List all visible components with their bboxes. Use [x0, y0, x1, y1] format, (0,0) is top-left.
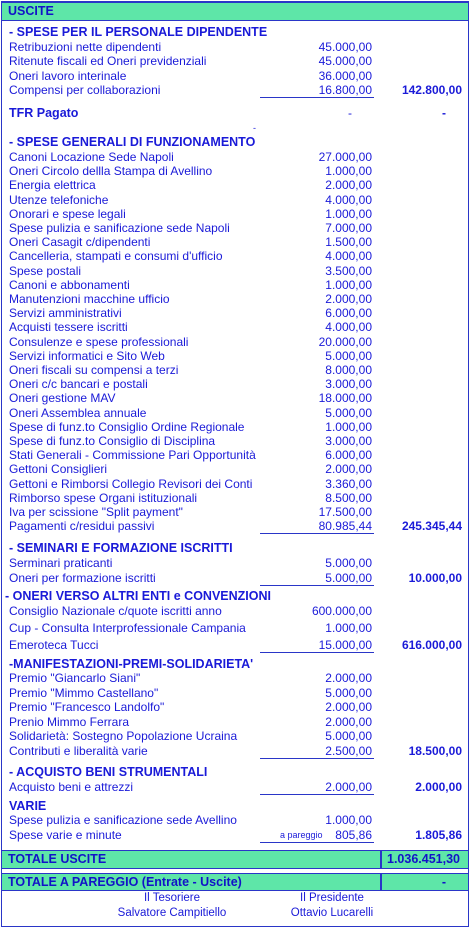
row-amount: 45.000,00 — [318, 54, 372, 69]
row-label: Oneri per formazione iscritti — [9, 570, 156, 585]
row-amount: 1.500,00 — [325, 235, 372, 250]
table-row — [2, 235, 468, 249]
table-row — [2, 377, 468, 391]
row-amount: 17.500,00 — [318, 505, 372, 519]
totale-pareggio-label: TOTALE A PAREGGIO (Entrate - Uscite) — [8, 875, 242, 889]
table-row — [2, 477, 468, 491]
row-label: Contributi e liberalità varie — [9, 743, 148, 758]
table-row — [2, 448, 468, 462]
row-label: Cup - Consulta Interprofessionale Campania — [9, 621, 246, 635]
row-label: Spese pulizia e sanificazione sede Avellino — [9, 813, 237, 827]
table-row — [2, 406, 468, 420]
row-total: 616.000,00 — [401, 638, 462, 652]
table-row — [2, 571, 468, 585]
row-label: Pagamenti c/residui passivi — [9, 519, 155, 534]
row-label: Stati Generali - Commissione Pari Opportunità — [9, 448, 256, 463]
row-amount: 3.000,00 — [325, 434, 372, 448]
tfr-total: - — [442, 106, 446, 120]
row-amount: 45.000,00 — [318, 40, 372, 54]
row-label: Utenze telefoniche — [9, 192, 109, 207]
table-row — [2, 391, 468, 405]
totale-uscite-band — [2, 850, 468, 869]
row-total: 2.000,00 — [415, 780, 462, 794]
table-row — [2, 700, 468, 714]
row-amount: 8.000,00 — [325, 363, 372, 377]
row-amount: 7.000,00 — [325, 221, 372, 235]
section-title-personale: - SPESE PER IL PERSONALE DIPENDENTE — [9, 25, 268, 39]
row-label: Spese postali — [9, 263, 82, 278]
row-amount: 27.000,00 — [318, 150, 372, 164]
table-row — [2, 363, 468, 377]
row-label: Rimborso spese Organi istituzionali — [9, 490, 198, 505]
row-amount: 15.000,00 — [318, 638, 372, 652]
row-total: 18.500,00 — [408, 743, 462, 758]
row-amount: 600.000,00 — [311, 604, 372, 618]
row-label: Prenio Mimmo Ferrara — [9, 714, 130, 729]
table-row — [2, 556, 468, 570]
tesoriere-name: Salvatore Campitiello — [117, 907, 227, 919]
section-title-beni-strumentali: - ACQUISTO BENI STRUMENTALI — [9, 765, 208, 779]
table-row — [2, 813, 468, 827]
section-title-manifestazioni: -MANIFESTAZIONI-PREMI-SOLIDARIETA' — [9, 657, 254, 671]
row-amount: 4.000,00 — [325, 320, 372, 335]
subtotal-underline — [260, 758, 374, 759]
row-label: Spese di funz.to Consiglio di Disciplina — [9, 434, 216, 448]
row-label: Oneri gestione MAV — [9, 391, 116, 406]
row-amount: 1.000,00 — [325, 419, 372, 434]
row-label: Oneri Assemblea annuale — [9, 405, 147, 420]
row-label: Oneri Casagit c/dipendenti — [9, 235, 151, 250]
row-amount: 20.000,00 — [318, 334, 372, 349]
row-label: Spese varie e minute — [9, 828, 122, 842]
table-row — [2, 828, 468, 842]
table-row — [2, 278, 468, 292]
row-label: Ritenute fiscali ed Oneri previdenziali — [9, 54, 207, 69]
row-label: Premio "Mimmo Castellano" — [9, 685, 159, 700]
row-label: Premio "Giancarlo Siani" — [9, 671, 141, 685]
table-row — [2, 729, 468, 743]
tfr-amount: - — [348, 106, 352, 120]
subtotal-underline — [260, 97, 374, 98]
row-label: Serminari praticanti — [9, 556, 113, 570]
row-label: Acquisto beni e attrezzi — [9, 780, 134, 794]
row-amount: 80.985,44 — [318, 519, 372, 534]
table-row — [2, 150, 468, 164]
row-amount: 1.000,00 — [325, 277, 372, 292]
row-amount: 6.000,00 — [325, 306, 372, 321]
row-amount: 2.000,00 — [325, 780, 372, 794]
row-total: 245.345,44 — [401, 519, 462, 534]
row-amount: 805,86 — [335, 828, 372, 842]
row-label: Canoni Locazione Sede Napoli — [9, 150, 174, 164]
subtotal-underline — [260, 794, 374, 795]
row-amount: 2.000,00 — [325, 178, 372, 193]
row-label: Retribuzioni nette dipendenti — [9, 40, 162, 54]
table-row — [2, 434, 468, 448]
subtotal-underline — [260, 842, 374, 843]
row-amount: 1.000,00 — [325, 164, 372, 179]
tfr-row — [2, 106, 468, 120]
table-row — [2, 420, 468, 434]
row-total: 10.000,00 — [408, 570, 462, 585]
row-label: Acquisti tessere iscritti — [9, 320, 128, 335]
presidente-name: Ottavio Lucarelli — [290, 907, 374, 919]
row-amount: 2.000,00 — [325, 462, 372, 477]
row-label: Premio "Francesco Landolfo" — [9, 700, 165, 714]
row-amount: 5.000,00 — [325, 729, 372, 743]
row-amount: 1.000,00 — [325, 206, 372, 221]
row-label: Iva per scissione "Split payment" — [9, 505, 183, 519]
table-row — [2, 335, 468, 349]
row-label: Onorari e spese legali — [9, 206, 126, 221]
table-row — [2, 264, 468, 278]
row-amount: 5.000,00 — [325, 405, 372, 420]
row-amount: 5.000,00 — [325, 556, 372, 570]
tesoriere-role: Il Tesoriere — [143, 892, 201, 904]
table-row — [2, 320, 468, 334]
section-title-oneri-enti: - ONERI VERSO ALTRI ENTI e CONVENZIONI — [5, 589, 271, 603]
table-row — [2, 221, 468, 235]
subtotal-underline — [260, 585, 374, 586]
table-row — [2, 306, 468, 320]
row-amount: 5.000,00 — [325, 570, 372, 585]
row-label: Oneri c/c bancari e postali — [9, 377, 148, 392]
section-title-seminari: - SEMINARI E FORMAZIONE ISCRITTI — [9, 541, 233, 555]
table-row — [2, 207, 468, 221]
row-label: Canoni e abbonamenti — [9, 277, 130, 292]
table-row — [2, 349, 468, 363]
row-amount: 1.000,00 — [325, 813, 372, 827]
band-divider — [380, 851, 382, 868]
row-amount: 36.000,00 — [318, 68, 372, 83]
table-row — [2, 671, 468, 685]
tfr-mark-row — [2, 121, 468, 135]
row-amount: 4.000,00 — [325, 249, 372, 264]
section-header-uscite: USCITE — [8, 4, 54, 18]
row-note: a pareggio — [280, 830, 323, 840]
tfr-label: TFR Pagato — [9, 106, 79, 120]
row-total: 142.800,00 — [401, 82, 462, 97]
row-label: Solidarietà: Sostegno Popolazione Ucraina — [9, 729, 238, 743]
totale-uscite-value: 1.036.451,30 — [387, 852, 460, 866]
row-amount: 8.500,00 — [325, 490, 372, 505]
table-row — [2, 519, 468, 533]
row-label: Oneri lavoro interinale — [9, 68, 127, 83]
row-label: Consulenze e spese professionali — [9, 334, 189, 349]
section-title-varie: VARIE — [9, 799, 47, 813]
row-label: Cancelleria, stampati e consumi d'ufficio — [9, 249, 223, 264]
subtotal-underline — [260, 533, 374, 534]
table-row — [2, 686, 468, 700]
row-amount: 6.000,00 — [325, 448, 372, 463]
row-amount: 2.500,00 — [325, 743, 372, 758]
row-amount: 4.000,00 — [325, 192, 372, 207]
row-amount: 2.000,00 — [325, 714, 372, 729]
row-amount: 3.360,00 — [325, 476, 372, 491]
band-divider — [380, 874, 382, 890]
table-row — [2, 744, 468, 758]
table-row — [2, 178, 468, 192]
row-label: Spese di funz.to Consiglio Ordine Regionale — [9, 419, 245, 434]
row-amount: 3.000,00 — [325, 377, 372, 392]
row-label: Consiglio Nazionale c/quote iscritti anno — [9, 604, 222, 618]
totale-uscite-label: TOTALE USCITE — [8, 852, 107, 866]
row-amount: 2.000,00 — [325, 671, 372, 685]
row-amount: 2.000,00 — [325, 700, 372, 714]
table-row — [2, 292, 468, 306]
row-total: 1.805,86 — [415, 828, 462, 842]
row-label: Manutenzioni macchine ufficio — [9, 292, 170, 306]
row-label: Servizi amministrativi — [9, 306, 122, 321]
row-amount: 3.500,00 — [325, 263, 372, 278]
subtotal-underline — [260, 652, 374, 653]
totale-pareggio-band — [2, 873, 468, 891]
row-label: Gettoni e Rimborsi Collegio Revisori dei Conti — [9, 476, 253, 491]
row-amount: 5.000,00 — [325, 685, 372, 700]
table-row — [2, 462, 468, 476]
row-amount: 2.000,00 — [325, 292, 372, 306]
table-row — [2, 505, 468, 519]
tfr-mark: - — [253, 123, 256, 133]
row-label: Oneri fiscali su compensi a terzi — [9, 363, 179, 377]
table-row — [2, 69, 468, 83]
presidente-role: Il Presidente — [300, 892, 364, 904]
table-row — [2, 249, 468, 263]
row-label: Gettoni Consiglieri — [9, 462, 108, 477]
row-amount: 5.000,00 — [325, 348, 372, 363]
header-band — [2, 2, 468, 21]
table-row — [2, 638, 468, 652]
row-label: Oneri Circolo dellla Stampa di Avellino — [9, 164, 213, 179]
row-amount: 16.800,00 — [318, 82, 372, 97]
table-row — [2, 193, 468, 207]
row-amount: 18.000,00 — [318, 391, 372, 406]
table-row — [2, 54, 468, 68]
row-label: Servizi informatici e Sito Web — [9, 348, 165, 363]
table-row — [2, 40, 468, 54]
row-label: Energia elettrica — [9, 178, 96, 193]
row-label: Emeroteca Tucci — [9, 638, 99, 652]
row-amount: 1.000,00 — [325, 621, 372, 635]
totale-pareggio-value: - — [441, 875, 446, 889]
table-row — [2, 621, 468, 635]
row-label: Spese pulizia e sanificazione sede Napoli — [9, 221, 230, 235]
table-row — [2, 604, 468, 618]
table-row — [2, 780, 468, 794]
table-row — [2, 83, 468, 97]
table-row — [2, 491, 468, 505]
table-row — [2, 715, 468, 729]
table-row — [2, 164, 468, 178]
row-label: Compensi per collaborazioni — [9, 82, 161, 97]
budget-sheet — [1, 1, 469, 927]
section-title-spese-generali: - SPESE GENERALI DI FUNZIONAMENTO — [9, 135, 256, 149]
